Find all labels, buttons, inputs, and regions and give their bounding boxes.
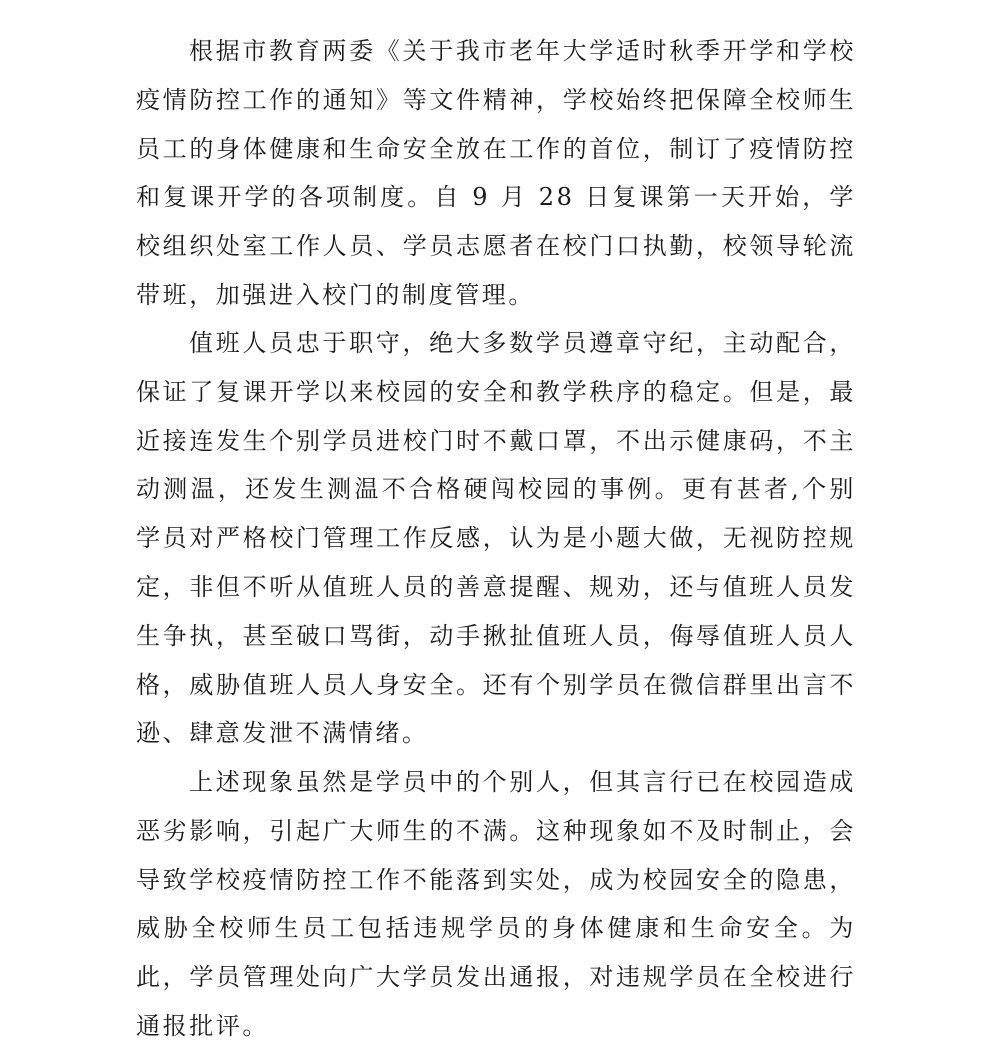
paragraph-1: 根据市教育两委《关于我市老年大学适时秋季开学和学校疫情防控工作的通知》等文件精神，学校始终把保障全校师生员工的身体健康和生命安全放在工作的首位，制订了疫情防控和复课开学的各项制度。自 9 月 28 日复课第一天开始，学校组织处室工作人员、学员志愿者在校门口执勤，校领导轮流带班，加强进入校门的制度管理。 (136, 37, 856, 309)
paragraph-3: 上述现象虽然是学员中的个别人，但其言行已在校园造成恶劣影响，引起广大师生的不满。这种现象如不及时制止，会导致学校疫情防控工作不能落到实处，成为校园安全的隐患，威胁全校师生员工包括违规学员的身体健康和生命安全。为此，学员管理处向广大学员发出通报，对违规学员在全校进行通报批评。 (136, 768, 856, 1040)
paragraph-2: 值班人员忠于职守，绝大多数学员遵章守纪，主动配合，保证了复课开学以来校园的安全和教学秩序的稳定。但是，最近接连发生个别学员进校门时不戴口罩，不出示健康码，不主动测温，还发生测温不合格硬闯校园的事例。更有甚者,个别学员对严格校门管理工作反感，认为是小题大做，无视防控规定，非但不听从值班人员的善意提醒、规劝，还与值班人员发生争执，甚至破口骂街，动手揪扯值班人员，侮辱值班人员人格，威胁值班人员人身安全。还有个别学员在微信群里出言不逊、肆意发泄不满情绪。 (136, 329, 856, 748)
